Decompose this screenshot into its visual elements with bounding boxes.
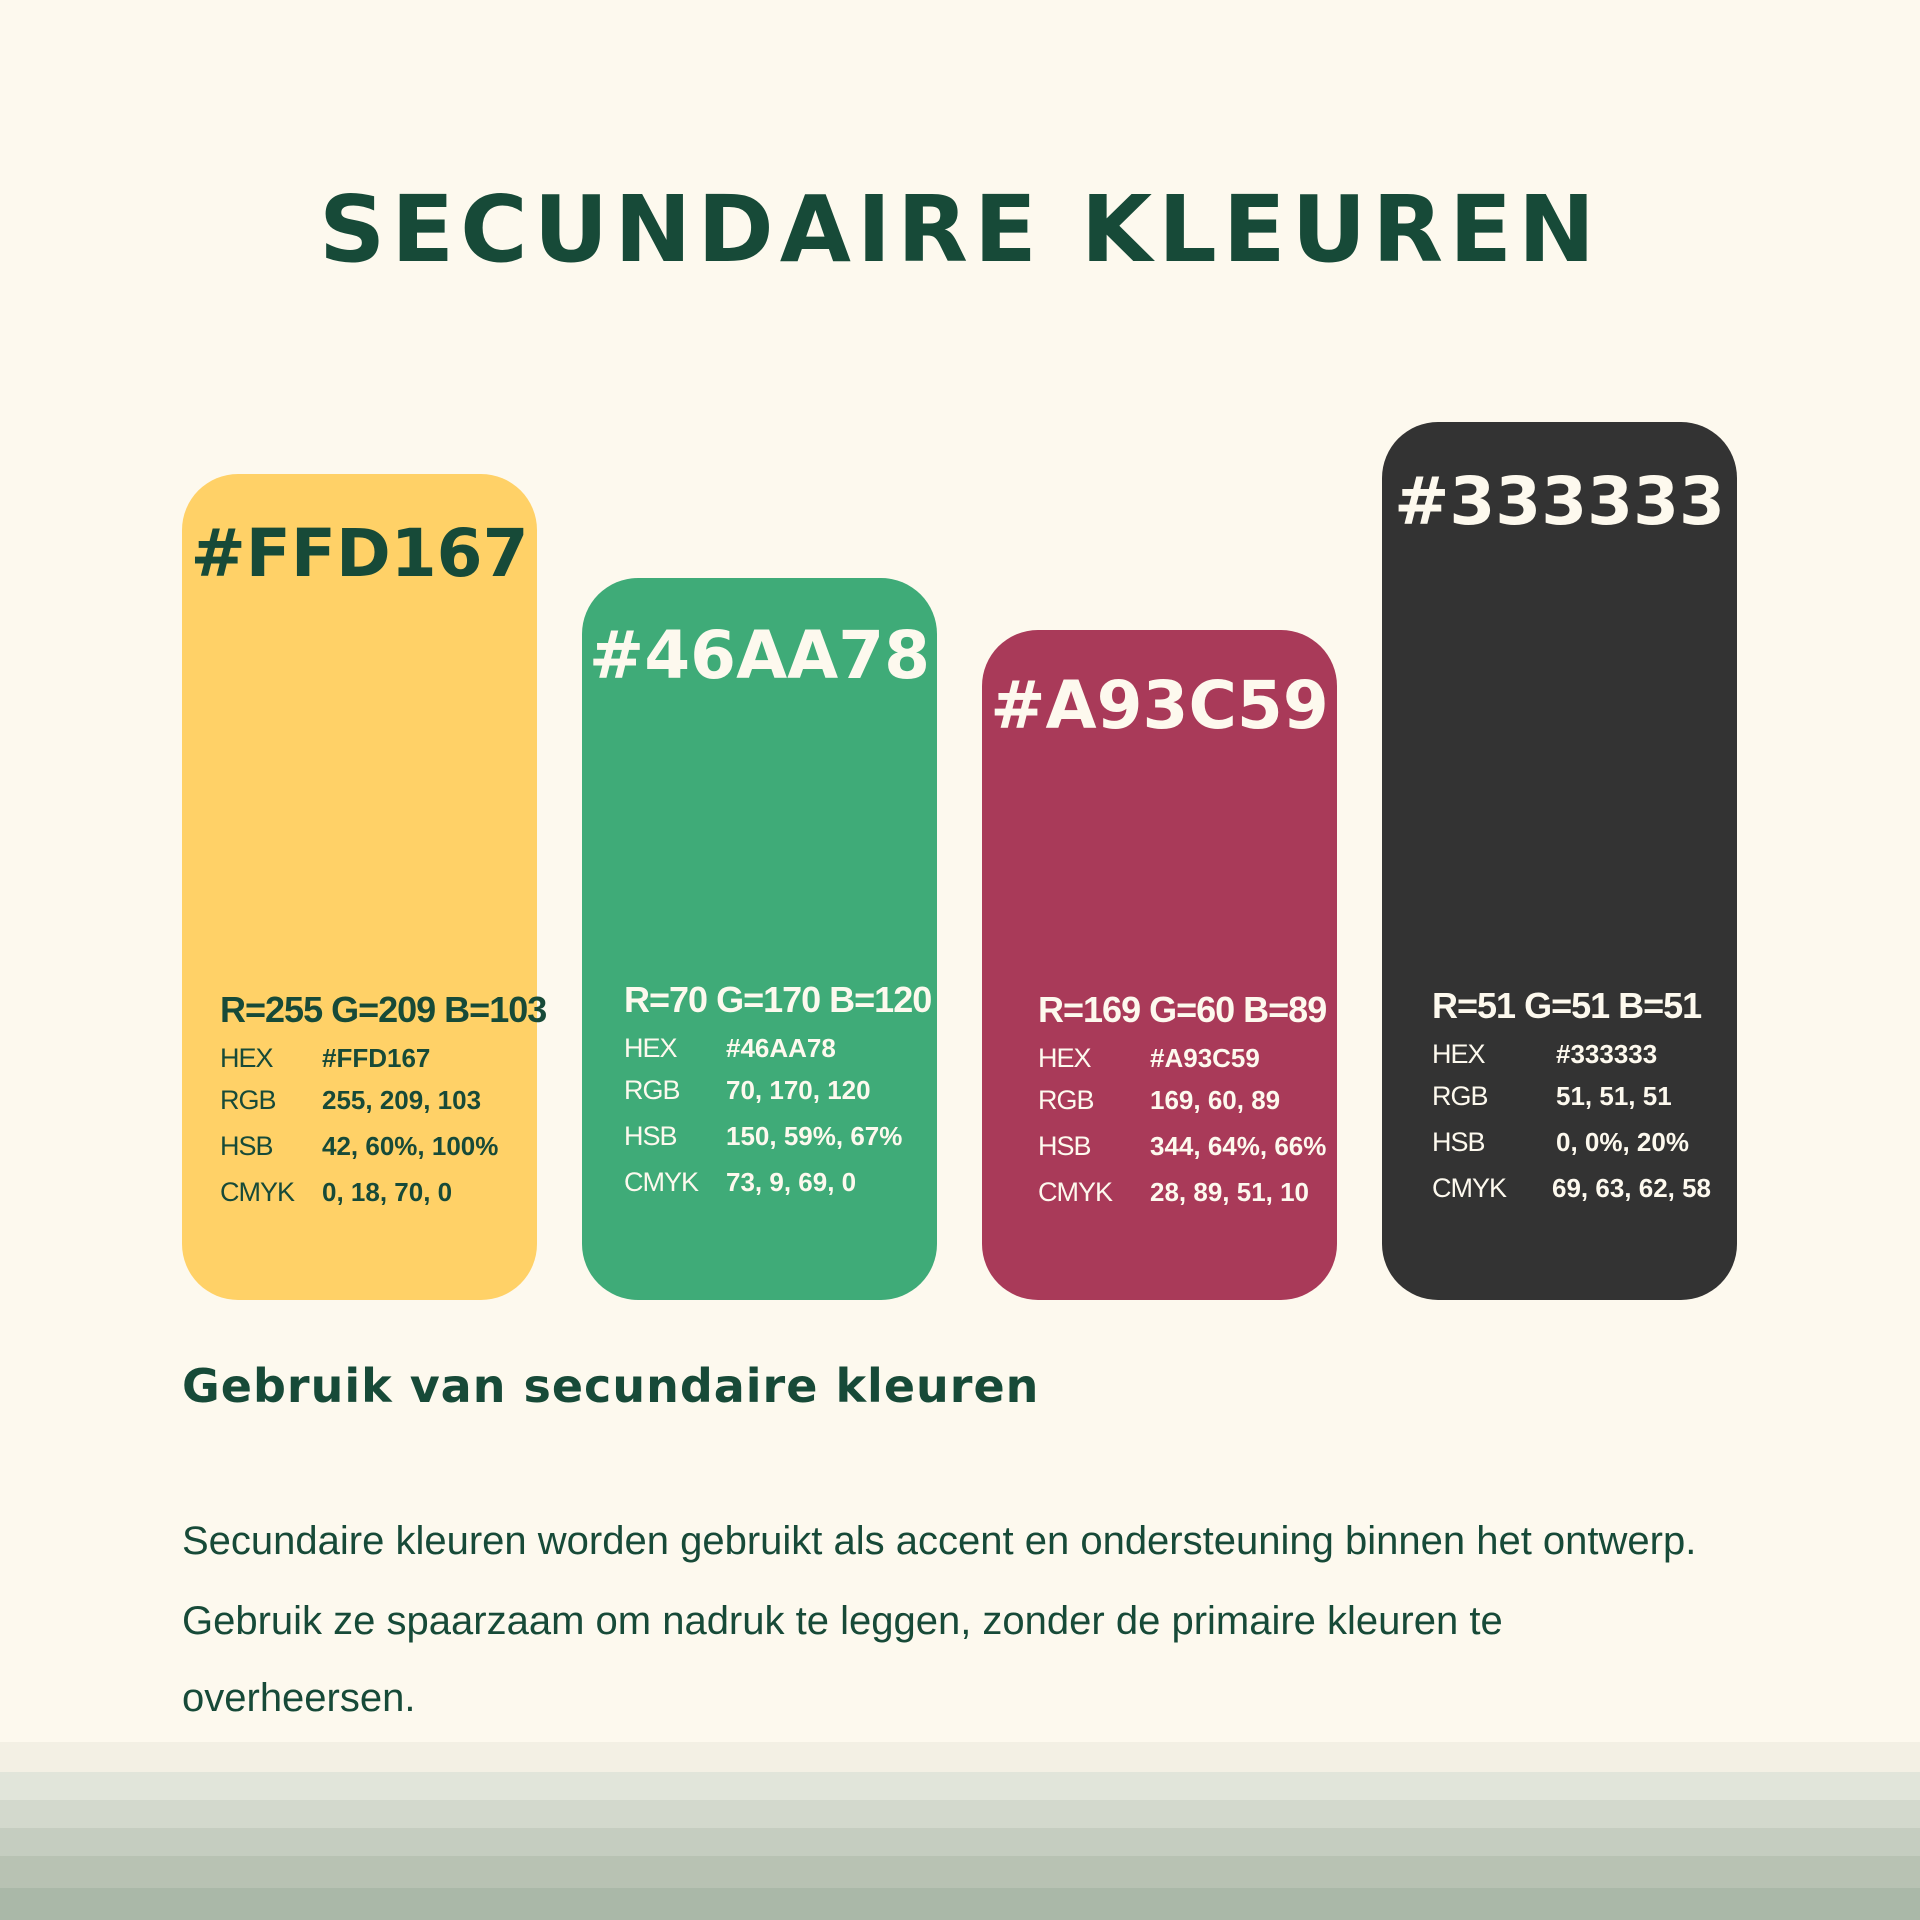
spec-label: RGB [220,1085,276,1115]
spec-row-hex [624,1032,836,1064]
spec-row-cmyk [1432,1172,1711,1204]
color-card-red [982,630,1337,1300]
spec-value: 69, 63, 62, 58 [1552,1173,1712,1203]
footer-stripe [0,1828,1920,1856]
color-card-dark [1382,422,1737,1300]
spec-value: 150, 59%, 67% [726,1121,903,1151]
spec-label: HSB [1432,1127,1485,1157]
spec-label: HSB [220,1131,273,1161]
spec-row-rgb [1038,1084,1280,1116]
spec-value: 28, 89, 51, 10 [1150,1177,1310,1207]
spec-row-hsb [1038,1130,1326,1162]
spec-label: CMYK [220,1177,295,1207]
footer-stripe [0,1800,1920,1828]
spec-label: CMYK [1038,1177,1113,1207]
spec-value: 51, 51, 51 [1556,1081,1672,1111]
spec-value: #333333 [1556,1039,1658,1069]
section-subheading: Gebruik van secundaire kleuren [182,1359,1040,1413]
color-card-rgb-title: R=70 G=170 B=120 [624,979,932,1020]
spec-row-hex [1038,1042,1260,1074]
spec-row-cmyk [1038,1176,1309,1208]
spec-row-hex [1432,1038,1657,1070]
footer-stripe [0,1888,1920,1920]
color-card-green [582,578,937,1300]
spec-label: HEX [220,1043,273,1073]
spec-row-rgb [1432,1080,1672,1112]
color-card-hex-title: #FFD167 [190,515,529,592]
body-text-line: Secundaire kleuren worden gebruikt als accent en ondersteuning binnen het ontwerp. [182,1519,1697,1563]
spec-value: 73, 9, 69, 0 [726,1167,857,1197]
spec-row-hex [220,1042,430,1074]
color-card-rgb-title: R=255 G=209 B=103 [220,989,547,1030]
spec-value: 0, 18, 70, 0 [322,1177,453,1207]
spec-value: 169, 60, 89 [1150,1085,1281,1115]
spec-value: 42, 60%, 100% [322,1131,499,1161]
spec-row-cmyk [624,1166,856,1198]
spec-row-cmyk [220,1176,452,1208]
spec-value: 0, 0%, 20% [1556,1127,1689,1157]
spec-value: #A93C59 [1150,1043,1260,1073]
footer-stripe [0,1772,1920,1800]
spec-label: CMYK [1432,1173,1507,1203]
spec-label: RGB [624,1075,680,1105]
footer-stripe [0,1856,1920,1888]
color-card-rgb-title: R=169 G=60 B=89 [1038,989,1327,1030]
spec-row-hsb [220,1130,498,1162]
color-card-hex-title: #333333 [1394,463,1725,540]
spec-value: 70, 170, 120 [726,1075,871,1105]
spec-row-rgb [220,1084,481,1116]
spec-value: 344, 64%, 66% [1150,1131,1327,1161]
footer-stripe [0,1742,1920,1772]
color-card-rgb-title: R=51 G=51 B=51 [1432,985,1702,1026]
spec-row-hsb [1432,1126,1689,1158]
color-card-yellow [182,474,547,1300]
spec-value: #FFD167 [322,1043,431,1073]
spec-value: 255, 209, 103 [322,1085,482,1115]
spec-row-rgb [624,1074,871,1106]
spec-label: HSB [1038,1131,1091,1161]
spec-label: HEX [1038,1043,1091,1073]
body-text-line: overheersen. [182,1676,416,1720]
spec-label: CMYK [624,1167,699,1197]
page-title: SECUNDAIRE KLEUREN [319,176,1601,283]
color-card-hex-title: #A93C59 [990,667,1329,744]
spec-value: #46AA78 [726,1033,836,1063]
spec-label: HEX [1432,1039,1485,1069]
spec-row-hsb [624,1120,902,1152]
spec-label: HEX [624,1033,677,1063]
spec-label: RGB [1038,1085,1094,1115]
body-text-line: Gebruik ze spaarzaam om nadruk te leggen, zonder de primaire kleuren te [182,1599,1503,1643]
color-card-hex-title: #46AA78 [588,617,931,694]
spec-label: RGB [1432,1081,1488,1111]
spec-label: HSB [624,1121,677,1151]
